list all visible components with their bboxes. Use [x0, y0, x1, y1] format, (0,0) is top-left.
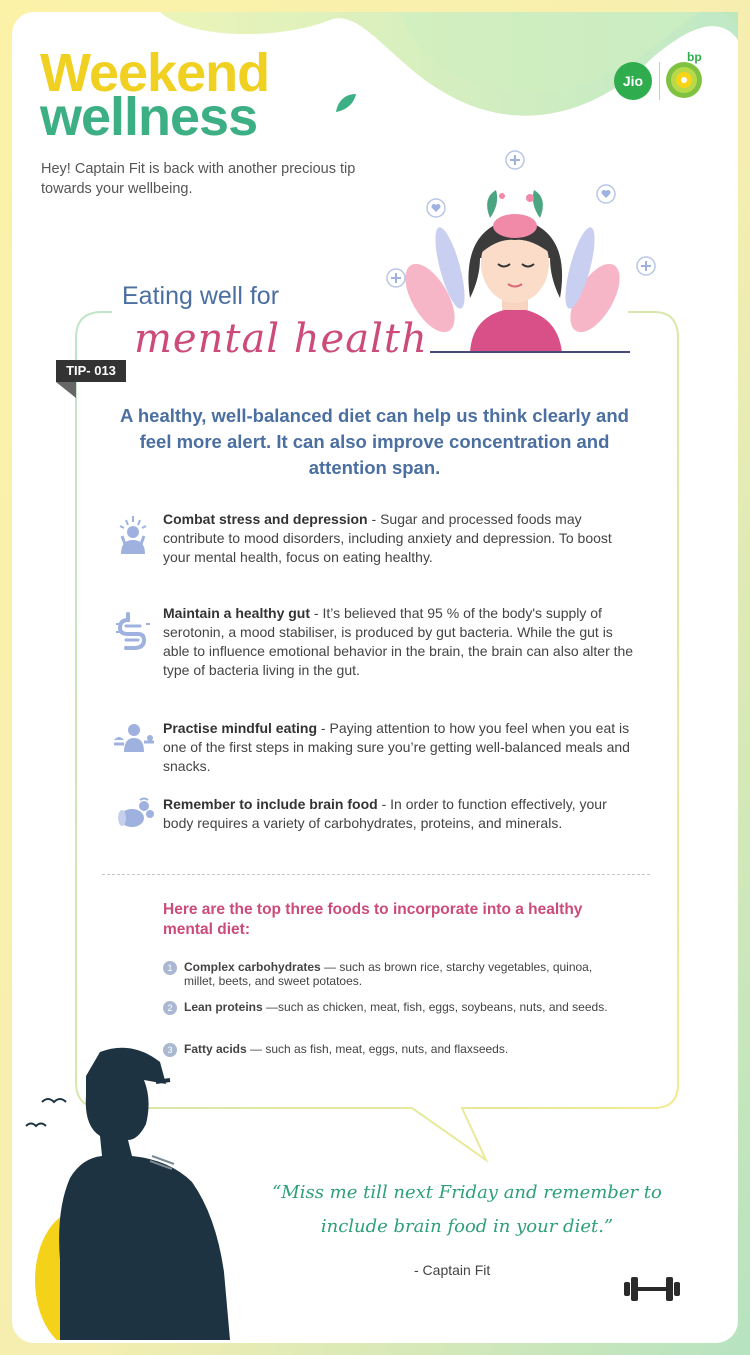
- tip-text: - Paying attention to how you feel when you eat is one of the first steps in making sure you’re getting well-balanced meals and snacks.: [163, 720, 630, 774]
- brand-title-line2: wellness: [40, 87, 258, 147]
- plus-icon: [636, 256, 656, 276]
- tip-mindful-eating: [163, 719, 639, 776]
- tip-brain-food: [163, 795, 639, 833]
- tip-text: - In order to function effectively, your body requires a variety of carbohydrates, proteins, and minerals.: [163, 796, 607, 831]
- food-lean-proteins: [184, 1000, 624, 1014]
- eating-person-icon: [112, 722, 156, 754]
- brain-food-icon: [116, 796, 156, 828]
- plus-icon: [386, 268, 406, 288]
- food-text: — such as fish, meat, eggs, nuts, and flaxseeds.: [246, 1042, 509, 1056]
- food-complex-carbs: [184, 960, 624, 988]
- leaf-icon: [334, 92, 358, 114]
- tip-title: Maintain a healthy gut: [163, 605, 311, 621]
- food-title: Fatty acids: [184, 1042, 247, 1056]
- tip-title: Combat stress and depression: [163, 511, 368, 527]
- intro-text: Hey! Captain Fit is back with another precious tip towards your wellbeing.: [41, 161, 356, 197]
- food-number-badge: 2: [163, 1001, 177, 1015]
- bp-label: bp: [687, 50, 702, 64]
- logo-divider: [659, 62, 660, 100]
- section-divider: [102, 874, 650, 875]
- food-text: —such as chicken, meat, fish, eggs, soybeans, nuts, and seeds.: [262, 1000, 608, 1014]
- food-title: Lean proteins: [184, 1000, 263, 1014]
- heading-line1: Eating well for: [122, 282, 280, 310]
- tip-badge-fold: [56, 382, 76, 398]
- food-number-badge: 3: [163, 1043, 177, 1057]
- food-number-badge: 1: [163, 961, 177, 975]
- heart-icon: [426, 198, 446, 218]
- tip-text: - Sugar and processed foods may contribute to mood disorders, including anxiety and depression. To boost your mental health, focus on eating healthy.: [163, 511, 612, 565]
- tip-combat-stress: [163, 510, 639, 567]
- foods-heading: Here are the top three foods to incorporate into a healthy mental diet:: [163, 901, 583, 938]
- jio-logo: Jio: [614, 62, 652, 100]
- stress-person-icon: [116, 514, 150, 556]
- tip-title: Practise mindful eating: [163, 720, 318, 736]
- captain-fit-silhouette: [20, 1040, 230, 1340]
- tip-badge: TIP- 013: [56, 360, 126, 382]
- food-title: Complex carbohydrates: [184, 960, 321, 974]
- tip-title: Remember to include brain food: [163, 796, 378, 812]
- food-text: — such as brown rice, starchy vegetables, quinoa, millet, beets, and sweet potatoes.: [184, 960, 593, 988]
- closing-quote: “Miss me till next Friday and remember to include brain food in your diet.”: [272, 1182, 662, 1237]
- tip-healthy-gut: [163, 604, 639, 680]
- bp-logo: [664, 60, 704, 100]
- tip-text: - It’s believed that 95 % of the body's supply of serotonin, a mood stabiliser, is produced by gut bacteria. While the gut is able to influence emotional behavior in the brain, the brain can also alter the type of bacteria living in the gut.: [163, 605, 634, 678]
- heading-line2: mental health: [134, 316, 428, 362]
- lead-paragraph: A healthy, well-balanced diet can help us think clearly and feel more alert. It can also improve concentration and attention span.: [120, 405, 629, 478]
- heart-icon: [596, 184, 616, 204]
- gut-icon: [114, 610, 152, 652]
- plus-icon: [505, 150, 525, 170]
- dumbbell-icon: [620, 1274, 684, 1304]
- food-fatty-acids: [184, 1042, 624, 1056]
- signature: - Captain Fit: [414, 1262, 491, 1278]
- brand-title-line1: Weekend: [40, 43, 270, 103]
- woman-illustration: [390, 148, 665, 358]
